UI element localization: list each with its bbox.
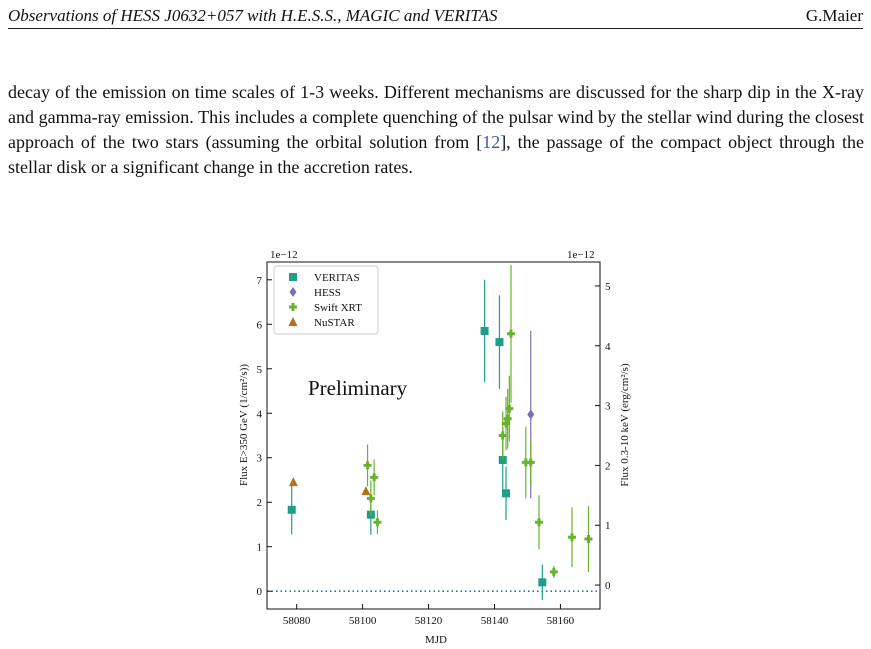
swift-xrt-point [370,473,378,481]
veritas-point [481,327,489,335]
legend-label-swift-xrt: Swift XRT [314,302,362,314]
paragraph-text-after: ], the passage of the compact object through the stellar disk or a significant change in the accretion rates. [8,132,864,177]
swift-xrt-point [550,568,558,576]
swift-xrt-point [584,535,592,543]
y-right-tick-label: 4 [605,340,611,353]
swift-xrt-point [535,518,543,526]
y-left-tick-label: 6 [256,319,262,332]
legend-label-veritas: VERITAS [314,272,360,284]
veritas-point [538,578,546,586]
legend-label-hess: HESS [314,287,341,299]
x-tick-label: 58120 [414,615,443,627]
y-left-tick-label: 4 [256,408,262,421]
y-right-tick-label: 0 [605,580,611,593]
swift-xrt-point [367,494,375,502]
x-tick-label: 58100 [348,615,377,627]
chart-legend [274,266,378,334]
y-left-tick-label: 7 [256,274,262,287]
y-right-tick-label: 2 [605,460,611,473]
y-right-tick-label: 5 [605,280,611,293]
legend-label-nustar: NuSTAR [314,317,355,329]
swift-xrt-point [364,461,372,469]
veritas-point [288,506,296,514]
veritas-point [495,338,503,346]
y-left-tick-label: 3 [256,452,262,465]
nustar-point [361,486,370,495]
y-left-tick-label: 1 [256,541,262,554]
swift-xrt-point [507,330,515,338]
paragraph-text-before: decay of the emission on time scales of 1-3 weeks. Different mechanisms are discussed for the sharp dip in the X-ray and gamma-ray emission. This includes a complete quenching of the pulsar wind by the stellar wind during the closest approach of the two stars (assuming the orbital solution from [ [8,82,864,152]
left-scale-label: 1e−12 [270,249,298,261]
x-tick-label: 58080 [282,615,311,627]
y-left-tick-label: 2 [256,497,262,510]
x-tick-label: 58160 [546,615,575,627]
swift-xrt-point [527,458,535,466]
y-axis-label-left: Flux E>350 GeV (1/cm²/s)) [238,363,250,487]
y-left-tick-label: 5 [256,363,262,376]
hess-point [527,410,534,420]
right-scale-label: 1e−12 [567,249,595,261]
preliminary-annotation: Preliminary [308,376,408,400]
swift-xrt-point [373,518,381,526]
x-axis-label: MJD [424,634,448,646]
running-header-title: Observations of HESS J0632+057 with H.E.S.S., MAGIC and VERITAS [8,6,498,25]
citation-link[interactable]: 12 [482,132,501,152]
running-header-author: G.Maier [805,6,863,25]
y-right-tick-label: 1 [605,520,611,533]
y-right-tick-label: 3 [605,400,611,413]
y-axis-label-right: Flux 0.3-10 keV (erg/cm²/s) [619,363,631,487]
veritas-point [502,489,510,497]
legend-marker-veritas [289,273,297,281]
nustar-point [289,477,298,486]
y-left-tick-label: 0 [256,586,262,599]
swift-xrt-point [568,533,576,541]
x-tick-label: 58140 [480,615,509,627]
